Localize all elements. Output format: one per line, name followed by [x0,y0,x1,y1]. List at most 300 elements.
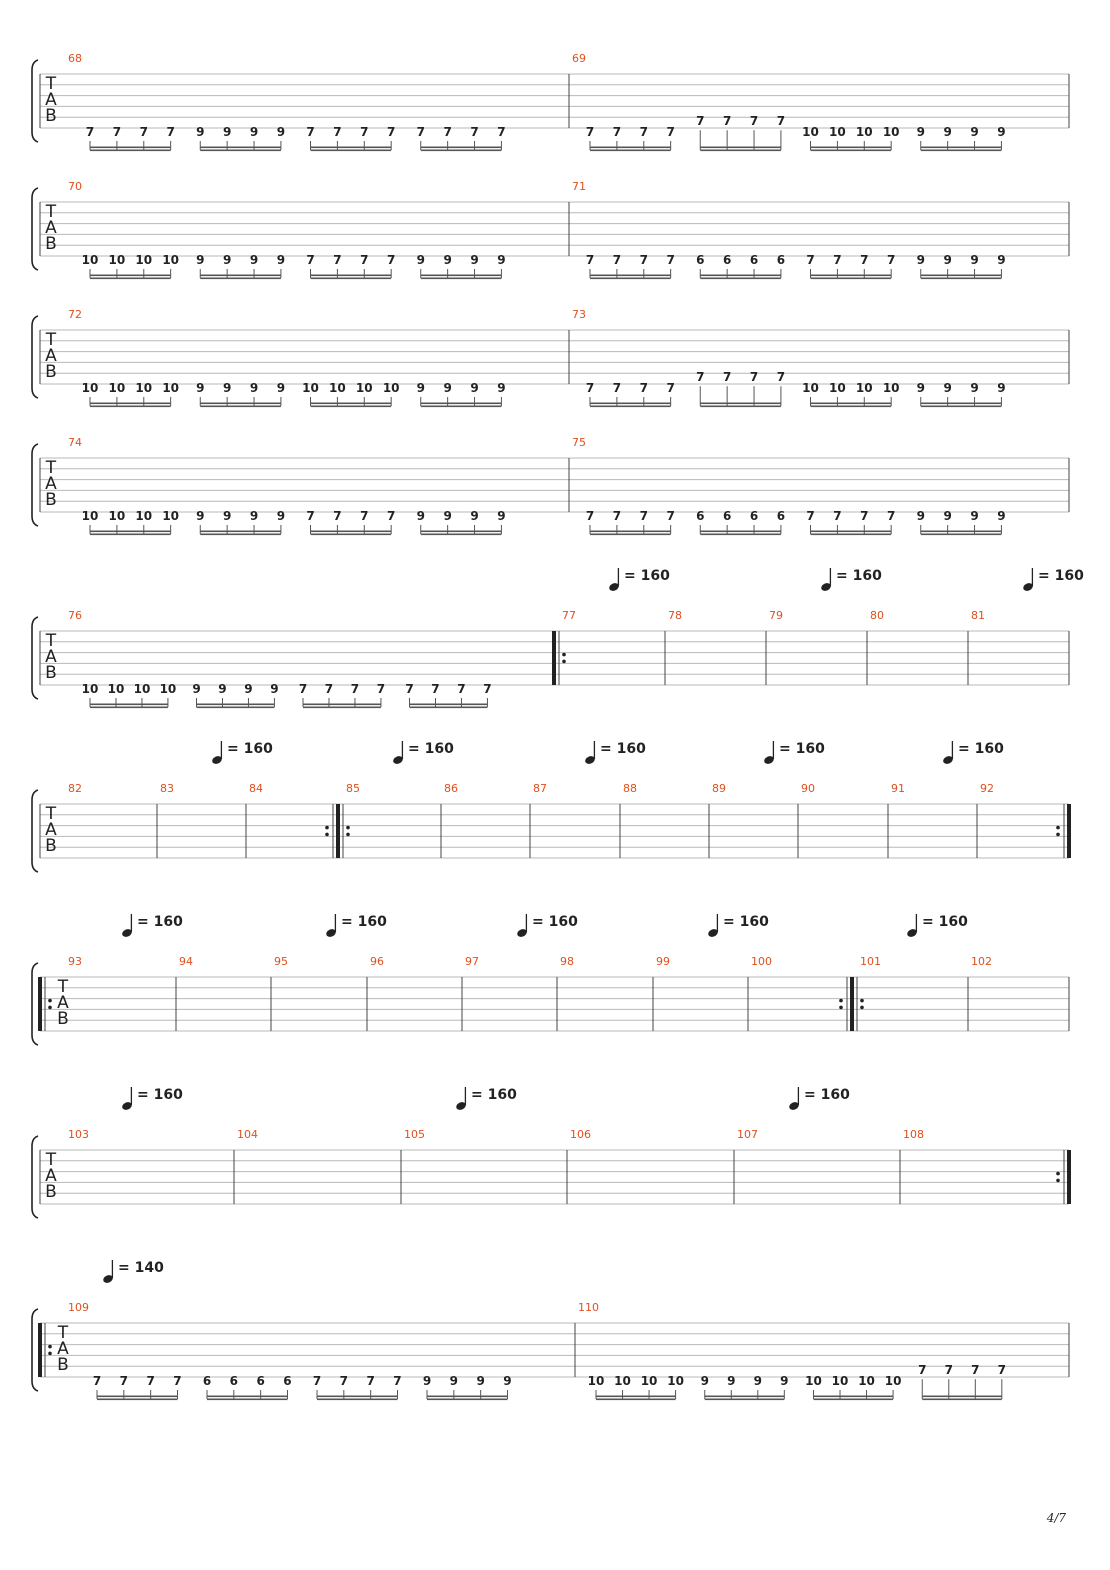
beam [811,147,892,149]
repeat-dot [562,660,566,664]
bar-89 [712,741,825,858]
page-number: 4/7 [1046,1511,1066,1525]
beam [811,403,892,405]
fret-number: 10 [329,381,346,395]
repeat-end-thick-line [1067,1150,1071,1204]
bar-91 [891,741,1004,858]
fret-number: 9 [943,509,952,523]
bar-80 [870,609,968,685]
fret-number: 7 [860,253,869,267]
fret-number: 10 [107,682,125,696]
system-7 [32,914,1069,1045]
tab-clef [45,1150,57,1202]
bar-97 [465,914,578,1031]
fret-number: 7 [146,1374,155,1388]
fret-number: 7 [944,1363,953,1378]
fret-number: 7 [457,682,466,696]
bar-number: 79 [769,609,783,622]
fret-number: 9 [503,1374,512,1388]
beam [811,275,892,277]
fret-number: 9 [276,509,286,523]
fret-number: 9 [970,125,979,139]
fret-number: 7 [886,509,896,523]
system-bracket [32,188,38,270]
tempo-value: = 160 [804,1087,850,1103]
bar-number: 87 [533,782,547,795]
bar-70 [68,180,569,279]
beam [90,707,168,709]
beam [311,150,392,152]
tempo-marking [942,741,1004,765]
beam [97,1396,177,1398]
beam [200,534,281,536]
repeat-dot [860,999,864,1003]
fret-number: 10 [108,509,126,523]
fret-number: 7 [722,114,732,129]
beam [811,278,892,280]
beam [317,1399,397,1401]
fret-number: 9 [943,381,952,395]
bar-number: 102 [971,955,992,968]
fret-number: 10 [805,1374,822,1388]
tempo-marking [1022,568,1084,592]
bar-number: 95 [274,955,288,968]
fret-number: 10 [831,1374,849,1388]
fret-number: 9 [997,381,1006,395]
bar-110 [578,1301,1069,1400]
repeat-start-thick-line [850,977,854,1031]
beam [421,534,502,536]
system-bracket [32,617,38,699]
fret-number: 9 [192,682,201,696]
fret-number: 10 [135,381,153,395]
fret-number: 9 [449,1374,459,1388]
fret-number: 7 [119,1374,129,1388]
fret-number: 6 [722,509,732,523]
bar-number: 69 [572,52,586,65]
tempo-marking [455,1087,517,1111]
bar-number: 75 [572,436,586,449]
bar-82 [68,782,157,858]
fret-number: 7 [386,125,396,139]
bar-number: 101 [860,955,881,968]
fret-number: 7 [112,125,122,139]
fret-number: 7 [776,370,786,385]
tab-letter-b: B [57,1009,69,1029]
beam [700,147,781,149]
fret-number: 6 [202,1374,212,1388]
repeat-start-thick-line [336,804,340,858]
tempo-marking [392,741,454,765]
bar-86 [444,782,530,858]
fret-number: 7 [386,509,396,523]
fret-number: 9 [970,381,979,395]
beam [207,1396,287,1398]
fret-number: 9 [196,509,205,523]
tab-letter-a: A [57,993,69,1013]
repeat-dot [562,653,566,657]
fret-number: 7 [333,253,342,267]
bar-number: 86 [444,782,458,795]
beam [197,707,275,709]
fret-number: 7 [585,125,595,139]
fret-number: 9 [943,125,952,139]
repeat-dot [1056,833,1060,837]
beam [921,406,1002,408]
beam [90,403,171,405]
bar-number: 89 [712,782,726,795]
fret-number: 9 [476,1374,485,1388]
repeat-dot [48,1352,52,1356]
beam [700,531,781,533]
fret-number: 9 [249,381,259,395]
fret-number: 10 [81,682,99,696]
fret-number: 6 [283,1374,292,1388]
fret-number: 10 [135,509,153,523]
bar-94 [179,955,271,1031]
bar-81 [971,568,1084,685]
fret-number: 7 [376,682,386,696]
tempo-value: = 160 [1038,568,1084,584]
beam [200,531,281,533]
beam [700,278,781,280]
system-4 [32,436,1069,535]
bar-number: 70 [68,180,82,193]
beam [814,1396,894,1398]
beam [303,707,381,709]
fret-number: 9 [943,253,952,267]
tempo-value: = 160 [137,1087,183,1103]
fret-number: 7 [612,509,622,523]
fret-number: 6 [256,1374,265,1388]
fret-number: 7 [360,509,369,523]
beam [421,403,502,405]
fret-number: 6 [696,509,705,523]
tab-letter-t: T [45,804,57,824]
bar-number: 80 [870,609,884,622]
beam [421,278,502,280]
fret-number: 10 [81,509,99,523]
fret-number: 7 [416,125,425,139]
fret-number: 9 [196,381,205,395]
tab-letter-t: T [57,977,69,997]
beam [317,1396,397,1398]
tab-letter-a: A [45,218,57,238]
bar-99 [656,914,769,1031]
beam [921,275,1002,277]
beam [90,704,168,706]
bar-number: 91 [891,782,905,795]
beam [311,403,392,405]
bar-number: 81 [971,609,985,622]
bar-73 [572,308,1069,407]
tab-letter-t: T [45,1150,57,1170]
fret-number: 9 [970,253,979,267]
fret-number: 7 [639,381,648,395]
fret-number: 7 [666,509,675,523]
beam [90,534,171,536]
bar-88 [623,782,709,858]
bar-87 [533,741,646,858]
tab-letter-b: B [45,490,57,510]
tab-letter-a: A [45,820,57,840]
beam [90,278,171,280]
fret-number: 9 [916,509,925,523]
bar-number: 108 [903,1128,924,1141]
fret-number: 10 [667,1374,684,1388]
fret-number: 9 [244,682,253,696]
fret-number: 9 [276,381,286,395]
beam [90,531,171,533]
bar-number: 104 [237,1128,258,1141]
bar-number: 76 [68,609,82,622]
system-bracket [32,790,38,872]
fret-number: 7 [639,125,648,139]
bar-number: 71 [572,180,586,193]
beam [311,275,392,277]
bar-71 [572,180,1069,279]
system-bracket [32,963,38,1045]
beam [921,531,1002,533]
bar-69 [572,52,1069,151]
beam [427,1396,507,1398]
system-bracket [32,1309,38,1391]
fret-number: 7 [749,370,759,385]
beam [421,150,502,152]
repeat-dot [1056,1179,1060,1183]
bar-number: 77 [562,609,576,622]
beam [590,275,671,277]
fret-number: 9 [270,682,279,696]
bar-98 [560,955,653,1031]
repeat-start-thick-line [38,977,42,1031]
fret-number: 7 [612,125,622,139]
system-5 [32,568,1084,708]
tab-clef [45,458,57,510]
fret-number: 10 [133,682,151,696]
fret-number: 6 [749,253,759,267]
tab-letter-b: B [45,1182,57,1202]
bar-number: 88 [623,782,637,795]
tab-clef [45,202,57,254]
bar-96 [370,955,462,1031]
beam [705,1399,785,1401]
fret-number: 9 [196,125,205,139]
beam [921,403,1002,405]
tempo-marking [584,741,646,765]
fret-number: 7 [806,509,815,523]
repeat-dot [839,1006,843,1010]
fret-number: 10 [162,253,180,267]
fret-number: 7 [405,682,414,696]
tempo-marking [707,914,769,938]
beam [200,278,281,280]
fret-number: 6 [749,509,759,523]
beam [811,534,892,536]
beam [590,534,671,536]
fret-number: 10 [855,381,873,395]
beam [421,147,502,149]
bar-number: 103 [68,1128,89,1141]
bar-number: 94 [179,955,193,968]
beam [410,707,488,709]
beam [90,275,171,277]
fret-number: 7 [386,253,396,267]
fret-number: 9 [196,253,205,267]
fret-number: 9 [276,125,286,139]
fret-number: 7 [306,509,315,523]
fret-number: 9 [497,509,506,523]
fret-number: 7 [85,125,95,139]
tempo-value: = 160 [471,1087,517,1103]
tab-letter-b: B [45,362,57,382]
tempo-value: = 160 [408,741,454,757]
fret-number: 6 [722,253,732,267]
fret-number: 9 [727,1374,736,1388]
fret-number: 10 [882,381,900,395]
fret-number: 7 [997,1363,1007,1378]
fret-number: 10 [640,1374,658,1388]
tempo-marking [788,1087,850,1111]
fret-number: 7 [585,509,595,523]
beam [200,406,281,408]
bar-78 [668,609,766,685]
tab-letter-b: B [45,106,57,126]
fret-number: 9 [780,1374,789,1388]
fret-number: 7 [918,1363,927,1378]
bar-103 [68,1087,234,1204]
fret-number: 9 [222,125,232,139]
beam [90,147,171,149]
beam [700,150,781,152]
repeat-dot [1056,826,1060,830]
beam [97,1399,177,1401]
beam [921,534,1002,536]
fret-number: 7 [350,682,360,696]
beam [590,147,671,149]
tempo-value: = 160 [227,741,273,757]
tempo-marking [906,914,968,938]
bar-number: 90 [801,782,815,795]
tab-letter-t: T [45,74,57,94]
fret-number: 10 [355,381,373,395]
fret-number: 7 [612,253,622,267]
fret-number: 9 [218,682,227,696]
fret-number: 10 [587,1374,605,1388]
fret-number: 9 [443,509,452,523]
fret-number: 7 [806,253,815,267]
bar-number: 92 [980,782,994,795]
tempo-marking [211,741,273,765]
fret-number: 7 [971,1363,980,1378]
tempo-marking [763,741,825,765]
bar-number: 74 [68,436,82,449]
beam [811,150,892,152]
fret-number: 7 [639,253,648,267]
fret-number: 7 [612,381,622,395]
repeat-dot [48,999,52,1003]
repeat-dot [325,826,329,830]
fret-number: 9 [916,381,925,395]
tempo-marking [325,914,387,938]
beam [311,406,392,408]
fret-number: 7 [166,125,175,139]
fret-number: 9 [497,381,506,395]
fret-number: 7 [360,125,369,139]
beam [311,147,392,149]
tempo-marking [121,1087,183,1111]
fret-number: 9 [222,381,232,395]
beam [590,406,671,408]
bar-77 [552,568,670,685]
fret-number: 9 [700,1374,709,1388]
beam [596,1396,676,1398]
beam [421,406,502,408]
fret-number: 6 [776,253,786,267]
bar-number: 105 [404,1128,425,1141]
bar-number: 100 [751,955,772,968]
tempo-value: = 160 [779,741,825,757]
repeat-dot [839,999,843,1003]
fret-number: 7 [666,253,675,267]
repeat-start-thick-line [552,631,556,685]
fret-number: 7 [639,509,648,523]
fret-number: 7 [339,1374,349,1388]
fret-number: 7 [139,125,148,139]
fret-number: 7 [749,114,759,129]
beam [590,403,671,405]
fret-number: 9 [249,253,259,267]
bar-106 [570,1128,734,1204]
bar-95 [274,914,387,1031]
fret-number: 10 [135,253,153,267]
bar-92 [980,782,1071,858]
system-bracket [32,444,38,526]
system-1 [32,52,1069,151]
fret-number: 10 [382,381,400,395]
fret-number: 10 [802,125,819,139]
tempo-value: = 140 [118,1260,164,1276]
tab-clef [57,1323,69,1375]
bar-number: 83 [160,782,174,795]
fret-number: 9 [276,253,286,267]
fret-number: 9 [997,253,1006,267]
bar-107 [737,1087,900,1204]
fret-number: 7 [666,125,675,139]
beam [90,150,171,152]
tempo-value: = 160 [624,568,670,584]
fret-number: 7 [666,381,675,395]
fret-number: 10 [108,253,126,267]
fret-number: 9 [753,1374,762,1388]
beam [200,403,281,405]
bar-number: 73 [572,308,586,321]
fret-number: 9 [416,509,425,523]
beam [921,278,1002,280]
fret-number: 7 [585,253,595,267]
fret-number: 7 [443,125,452,139]
beam [811,531,892,533]
bar-number: 99 [656,955,670,968]
bar-number: 78 [668,609,682,622]
fret-number: 7 [306,253,315,267]
fret-number: 9 [997,125,1006,139]
repeat-dot [48,1345,52,1349]
tab-letter-t: T [45,330,57,350]
bar-number: 97 [465,955,479,968]
fret-number: 9 [470,253,479,267]
fret-number: 10 [159,682,177,696]
